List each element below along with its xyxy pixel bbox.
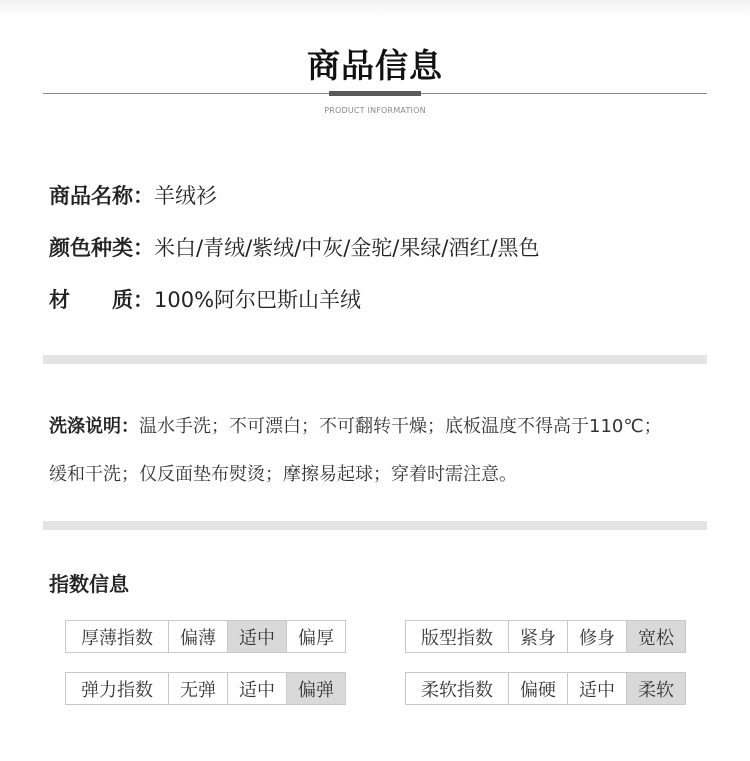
index-table-fit [405,620,686,653]
index-option: 适中 [227,673,286,704]
section-divider [43,521,707,530]
index-name: 厚薄指数 [81,627,153,649]
washing-line-1 [49,412,662,438]
color-value: 米白/青绒/紫绒/中灰/金驼/果绿/酒红/黑色 [154,236,540,260]
washing-line-2 [49,460,517,486]
index-name: 版型指数 [421,627,493,649]
page-subtitle: PRODUCT INFORMATION [324,106,426,115]
page-title: 商品信息 [307,46,443,85]
index-option-selected: 适中 [227,621,286,652]
index-option-selected: 柔软 [626,673,685,704]
index-title: 指数信息 [49,572,129,596]
index-option: 偏厚 [286,621,345,652]
material-label: 材 质： [49,288,154,312]
index-option-selected: 宽松 [626,621,685,652]
index-option: 修身 [567,621,626,652]
index-name: 弹力指数 [81,679,153,701]
index-name: 柔软指数 [421,679,493,701]
section-divider [43,355,707,364]
washing-text-1: 温水手洗；不可漂白；不可翻转干燥；底板温度不得高于110℃； [139,416,662,437]
material-value: 100%阿尔巴斯山羊绒 [154,288,362,312]
index-table-softness [405,672,686,705]
index-option: 紧身 [508,621,567,652]
material-row [49,284,361,314]
top-shade [0,0,750,18]
index-option: 无弹 [168,673,227,704]
index-option: 偏硬 [508,673,567,704]
index-table-elasticity [65,672,346,705]
product-name-label: 商品名称： [49,184,154,208]
color-row [49,232,540,262]
title-rule-accent [329,91,421,96]
washing-label: 洗涤说明： [49,416,139,437]
index-option: 适中 [567,673,626,704]
washing-text-2: 缓和干洗；仅反面垫布熨烫；摩擦易起球；穿着时需注意。 [49,464,517,485]
product-name-row [49,180,217,210]
product-name-value: 羊绒衫 [154,184,217,208]
index-table-thickness [65,620,346,653]
index-option: 偏薄 [168,621,227,652]
index-option-selected: 偏弹 [286,673,345,704]
color-label: 颜色种类： [49,236,154,260]
